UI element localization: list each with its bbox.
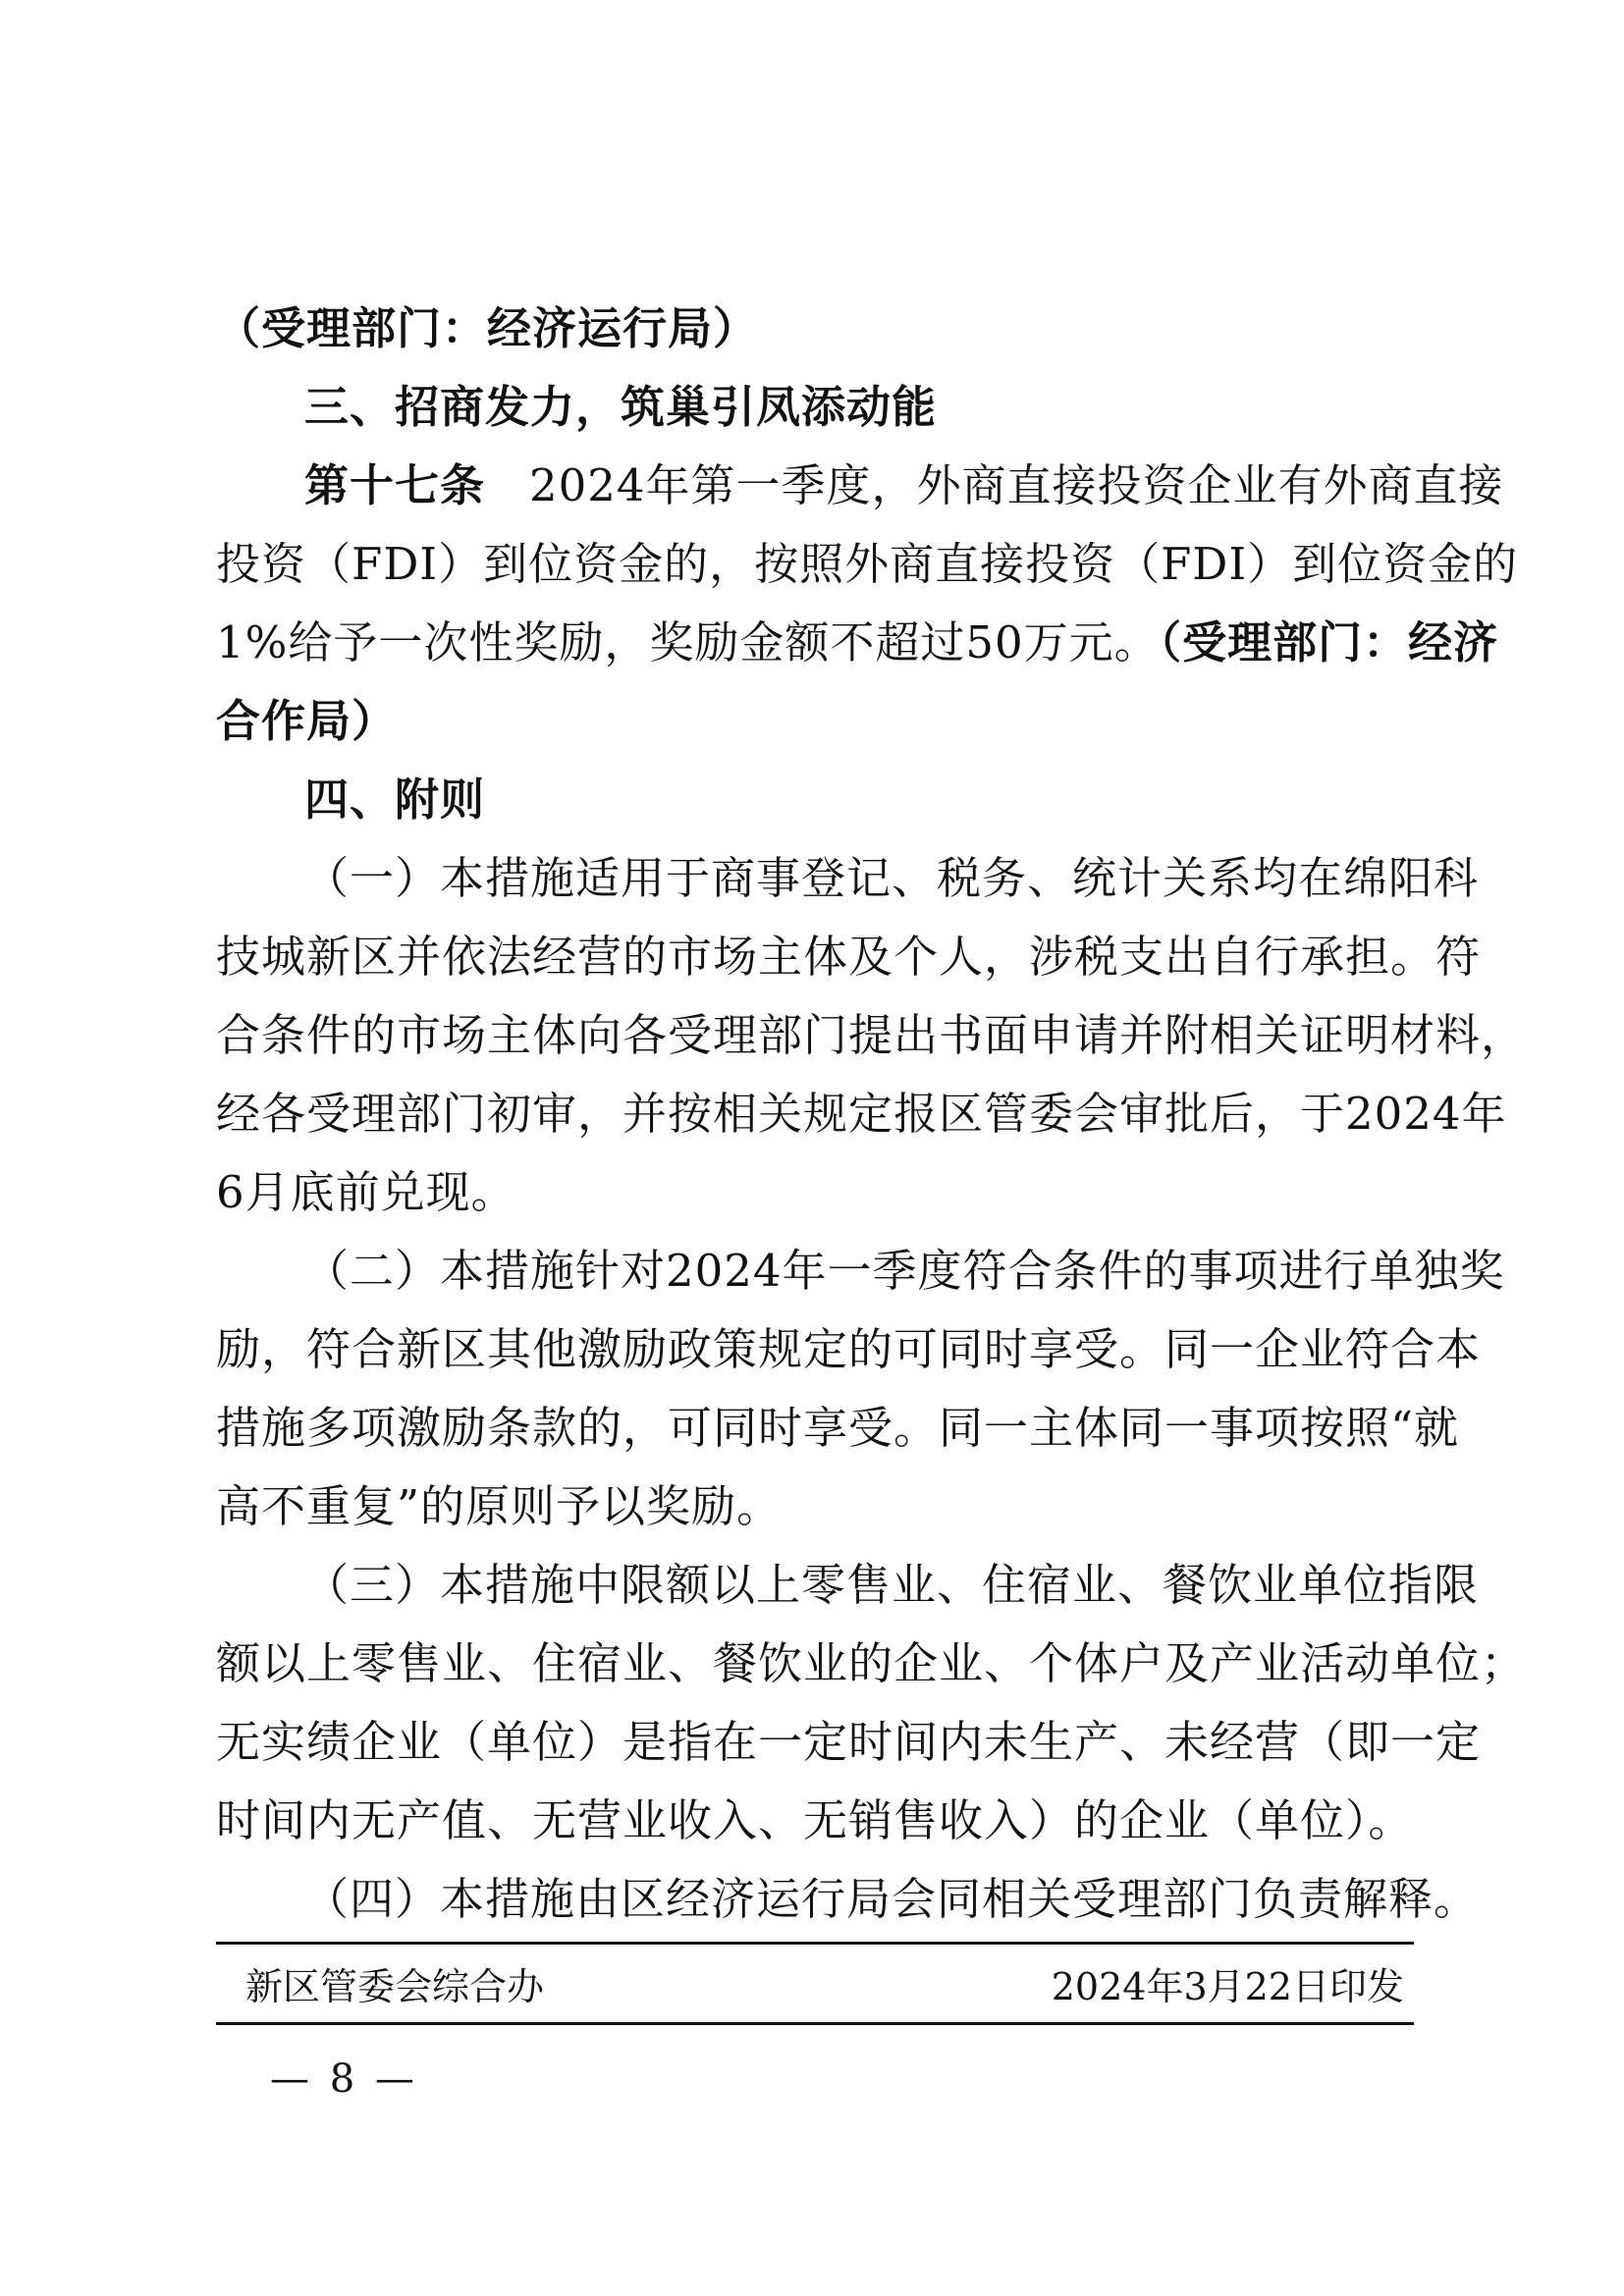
- article-17-text-1: 2024年第一季度，外商直接投资企业有外商直接: [529, 459, 1504, 511]
- article-17-line-3: [216, 604, 1499, 682]
- issuer: 新区管委会综合办: [245, 1964, 545, 2008]
- dept-line: （受理部门：经济运行局）: [216, 302, 759, 354]
- para-1-line-2: 技城新区并依法经营的市场主体及个人，涉税支出自行承担。符: [216, 931, 1482, 983]
- para-2-line-2: 励，符合新区其他激励政策规定的可同时享受。同一企业符合本: [216, 1323, 1482, 1375]
- article-17-line-1: [216, 447, 1504, 525]
- article-17-title: 第十七条: [304, 459, 486, 511]
- article-17-line-2: 投资（FDI）到位资金的，按照外商直接投资（FDI）到位资金的: [216, 538, 1519, 590]
- para-1-line-4: 经各受理部门初审，并按相关规定报区管委会审批后，于2024年: [216, 1088, 1507, 1140]
- para-4-line-1: （四）本措施由区经济运行局会同相关受理部门负责解释。: [304, 1873, 1480, 1925]
- para-2-line-3: 措施多项激励条款的，可同时享受。同一主体同一事项按照“就: [216, 1402, 1460, 1454]
- para-1-line-3: 合条件的市场主体向各受理部门提出书面申请并附相关证明材料，: [216, 1009, 1527, 1061]
- article-17-text-3: 1%给予一次性奖励，奖励金额不超过50万元。: [216, 616, 1160, 668]
- footer-top-rule: [216, 1942, 1414, 1945]
- document-body: [216, 290, 1527, 1939]
- para-1-line-1: （一）本措施适用于商事登记、税务、统计关系均在绵阳科: [304, 852, 1480, 904]
- para-3-line-4: 时间内无产值、无营业收入、无销售收入）的企业（单位）。: [216, 1794, 1414, 1846]
- footer-bottom-rule: [216, 2022, 1414, 2025]
- imprint-line: [245, 1949, 1404, 2017]
- para-2-line-1: （二）本措施针对2024年一季度符合条件的事项进行单独奖: [304, 1245, 1505, 1297]
- issue-date: 2024年3月22日印发: [1051, 1964, 1404, 2008]
- article-17-dept-cont: 合作局）: [216, 695, 398, 747]
- para-3-line-3: 无实绩企业（单位）是指在一定时间内未生产、未经营（即一定: [216, 1716, 1482, 1768]
- section-3-heading: 三、招商发力，筑巢引凤添动能: [304, 381, 938, 433]
- para-1-line-5: 6月底前兑现。: [216, 1166, 516, 1218]
- para-2-line-4: 高不重复”的原则予以奖励。: [216, 1480, 783, 1532]
- section-4-heading: 四、附则: [304, 774, 486, 826]
- page-number: — 8 —: [270, 2056, 418, 2102]
- article-17-dept: （受理部门：经济: [1159, 616, 1499, 668]
- para-3-line-1: （三）本措施中限额以上零售业、住宿业、餐饮业单位指限: [304, 1559, 1480, 1611]
- para-3-line-2: 额以上零售业、住宿业、餐饮业的企业、个体户及产业活动单位；: [216, 1637, 1527, 1689]
